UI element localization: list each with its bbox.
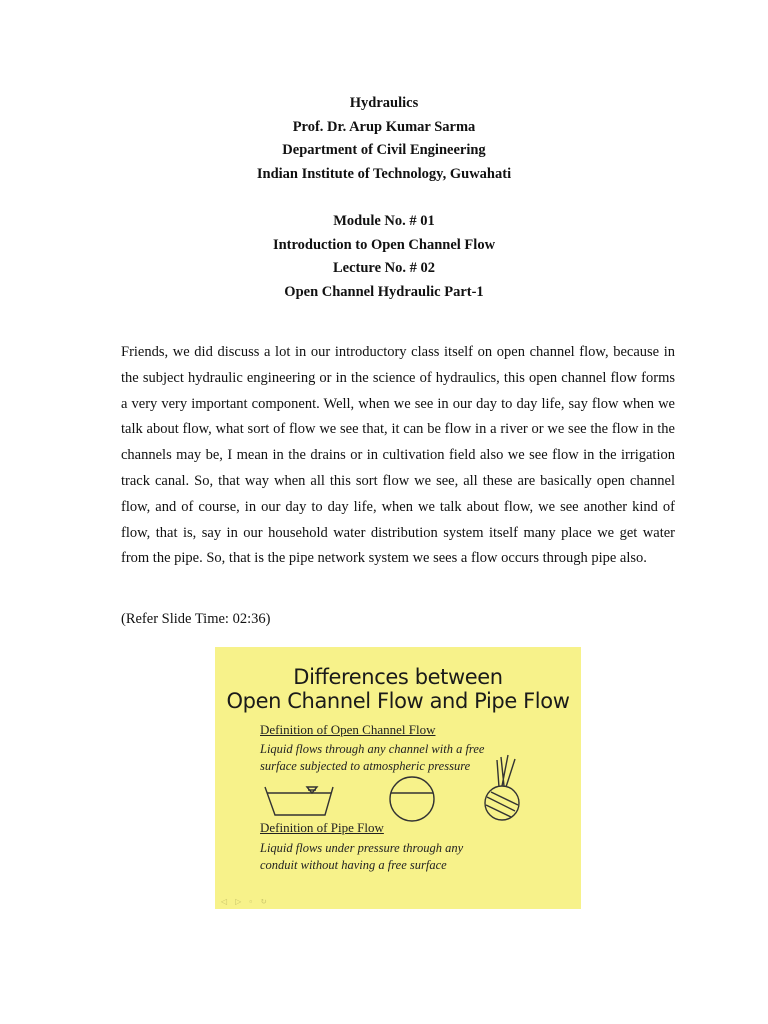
slide-title-line-2: Open Channel Flow and Pipe Flow <box>226 689 570 713</box>
slide-title-line-1: Differences between <box>293 665 503 689</box>
professor-name: Prof. Dr. Arup Kumar Sarma <box>292 118 476 135</box>
course-title: Hydraulics <box>349 95 419 111</box>
department-name: Department of Civil Engineering <box>282 142 486 158</box>
module-title: Introduction to Open Channel Flow <box>272 236 496 253</box>
lecture-title: Open Channel Hydraulic Part-1 <box>284 283 484 300</box>
slide-open-channel-line-1: Liquid flows through any channel with a free <box>260 742 485 756</box>
circular-pipe-icon <box>390 777 434 821</box>
slide-pipe-flow-heading: Definition of Pipe Flow <box>260 820 384 835</box>
lecture-paragraph: Friends, we did discuss a lot in our introductory class itself on open channel flow, because in the subject hydraulic engineering or in the science of hydraulics, this open channel flow forms a very very important component. Well, when we see in our day to day life, say flow when we talk about flow, what sort of flow we see that, it can be flow in a river or we see the flow in the channels may be, I mean in the drains or in cultivation field also we see flow in the irrigation track canal. So, that way when all this sort flow we see, all these are basically open channel flow, and of course, in our day to day life, when we talk about flow, we see another kind of flow, that is, say in our household water distribution system itself many place we get water from the pipe. So, that is the pipe network system we sees a flow occurs through pipe also. <box>121 344 675 567</box>
institute-name: Indian Institute of Technology, Guwahati <box>256 165 512 182</box>
partially-full-pipe-icon <box>485 755 519 820</box>
refer-slide-time: (Refer Slide Time: 02:36) <box>121 611 271 627</box>
channel-section-icon <box>265 787 333 815</box>
lecture-number: Lecture No. # 02 <box>332 260 436 276</box>
document-header <box>0 92 768 304</box>
slide-nav-icons: ◁ ▷ ▫ ↻ <box>221 897 270 906</box>
header-spacer <box>0 186 768 210</box>
lecture-slide-image <box>215 647 581 909</box>
slide-pipe-flow-line-2: conduit without having a free surface <box>260 858 447 872</box>
slide-open-channel-heading: Definition of Open Channel Flow <box>260 722 436 737</box>
slide-pipe-flow-line-1: Liquid flows under pressure through any <box>260 841 464 855</box>
slide-open-channel-line-2: surface subjected to atmospheric pressure <box>260 759 471 773</box>
module-number: Module No. # 01 <box>333 213 435 229</box>
